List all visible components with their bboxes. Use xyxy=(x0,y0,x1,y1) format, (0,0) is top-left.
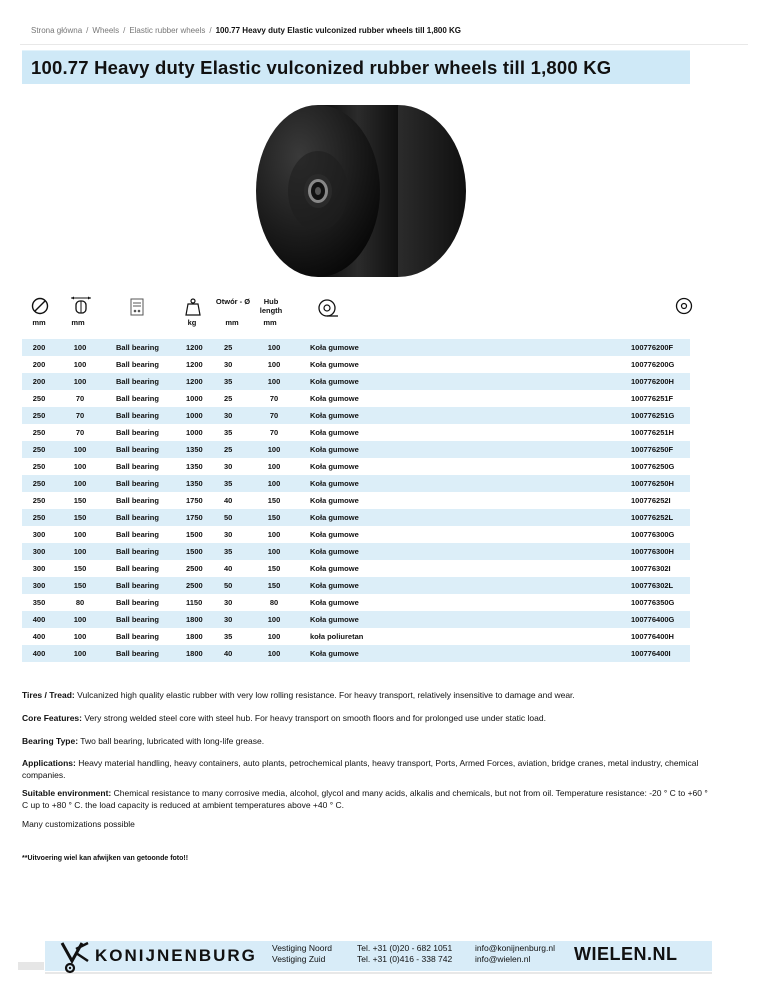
cell-wheel-type: Koła gumowe xyxy=(310,598,359,607)
table-row[interactable] xyxy=(22,424,690,441)
cell-bearing: Ball bearing xyxy=(116,496,159,505)
table-row[interactable] xyxy=(22,458,690,475)
footer-locations xyxy=(272,943,332,965)
cell-wheel-type: Koła gumowe xyxy=(310,445,359,454)
cell-hub-length: 100 xyxy=(267,377,281,386)
cell-load: 1750 xyxy=(186,513,203,522)
cell-wheel-type: Koła gumowe xyxy=(310,343,359,352)
cell-bearing: Ball bearing xyxy=(116,513,159,522)
cell-width: 150 xyxy=(73,564,87,573)
breadcrumb xyxy=(31,26,461,35)
table-row[interactable] xyxy=(22,628,690,645)
cell-article-code: 100776400G xyxy=(631,615,675,624)
cell-hub-length: 100 xyxy=(267,649,281,658)
cell-article-code: 100776300G xyxy=(631,530,675,539)
wielen-logo-text: WIELEN.NL xyxy=(574,944,678,964)
cell-article-code: 100776200F xyxy=(631,343,674,352)
cell-hub-length: 100 xyxy=(267,547,281,556)
cell-diameter: 250 xyxy=(32,479,46,488)
footer-underline xyxy=(45,972,712,974)
cell-width: 70 xyxy=(75,394,85,403)
cell-hub-length: 100 xyxy=(267,530,281,539)
cell-article-code: 100776252I xyxy=(631,496,671,505)
cell-hub-length: 100 xyxy=(267,615,281,624)
unit-width: mm xyxy=(71,318,85,327)
cell-width: 100 xyxy=(73,615,87,624)
cell-hub-length: 70 xyxy=(269,428,279,437)
cell-load: 1200 xyxy=(186,343,203,352)
customizations-note: Many customizations possible xyxy=(22,819,135,829)
bearing-description xyxy=(22,735,712,747)
unit-hub: mm xyxy=(263,318,277,327)
article-code-icon xyxy=(675,297,693,320)
table-row[interactable] xyxy=(22,356,690,373)
cell-bearing: Ball bearing xyxy=(116,394,159,403)
cell-load: 1800 xyxy=(186,632,203,641)
cell-article-code: 100776251F xyxy=(631,394,674,403)
product-table xyxy=(22,339,690,662)
location-south: Vestiging Zuid xyxy=(272,954,326,964)
table-row[interactable] xyxy=(22,645,690,662)
footer-emails xyxy=(475,943,555,965)
cell-hub-length: 80 xyxy=(269,598,279,607)
photo-disclaimer: **Uitvoering wiel kan afwijken van getoonde foto!! xyxy=(22,855,189,862)
cell-wheel-type: Koła gumowe xyxy=(310,360,359,369)
cell-bearing: Ball bearing xyxy=(116,598,159,607)
cell-width: 100 xyxy=(73,530,87,539)
cell-bore: 25 xyxy=(224,394,233,403)
konijnenburg-logo-icon xyxy=(58,941,92,975)
cell-diameter: 250 xyxy=(32,496,46,505)
cell-load: 1750 xyxy=(186,496,203,505)
cell-wheel-type: Koła gumowe xyxy=(310,530,359,539)
cell-width: 70 xyxy=(75,428,85,437)
cell-hub-length: 70 xyxy=(269,411,279,420)
cell-bearing: Ball bearing xyxy=(116,615,159,624)
cell-wheel-type: Koła gumowe xyxy=(310,513,359,522)
cell-diameter: 200 xyxy=(32,360,46,369)
unit-diameter: mm xyxy=(32,318,46,327)
cell-hub-length: 150 xyxy=(267,581,281,590)
cell-hub-length: 100 xyxy=(267,445,281,454)
cell-article-code: 100776250G xyxy=(631,462,675,471)
cell-bore: 50 xyxy=(224,581,233,590)
breadcrumb-separator: / xyxy=(86,26,89,35)
cell-bearing: Ball bearing xyxy=(116,445,159,454)
cell-article-code: 100776250F xyxy=(631,445,674,454)
cell-hub-length: 150 xyxy=(267,496,281,505)
cell-article-code: 100776302I xyxy=(631,564,671,573)
table-row[interactable] xyxy=(22,390,690,407)
cell-bearing: Ball bearing xyxy=(116,479,159,488)
cell-load: 1200 xyxy=(186,360,203,369)
table-row[interactable] xyxy=(22,611,690,628)
cell-hub-length: 100 xyxy=(267,479,281,488)
cell-width: 100 xyxy=(73,632,87,641)
table-row[interactable] xyxy=(22,373,690,390)
cell-diameter: 250 xyxy=(32,462,46,471)
core-label: Core Features: xyxy=(22,713,82,723)
cell-bore: 30 xyxy=(224,615,233,624)
cell-diameter: 300 xyxy=(32,564,46,573)
corner-mark xyxy=(18,962,44,970)
breadcrumb-current: 100.77 Heavy duty Elastic vulconized rubber wheels till 1,800 KG xyxy=(215,26,462,35)
tires-text: Vulcanized high quality elastic rubber with very low rolling resistance. For heavy transport, relatively insensitive to damage and wear. xyxy=(74,690,575,700)
applications-text: Heavy material handling, heavy containers, auto plants, petrochemical plants, heavy transport, Ports, Armed Forces, aviation, bridge cranes, metal industry, chemical companies. xyxy=(22,758,699,780)
cell-bore: 40 xyxy=(224,496,233,505)
cell-load: 1350 xyxy=(186,445,203,454)
cell-article-code: 100776300H xyxy=(631,547,674,556)
cell-bearing: Ball bearing xyxy=(116,581,159,590)
cell-diameter: 300 xyxy=(32,547,46,556)
cell-article-code: 100776251H xyxy=(631,428,674,437)
cell-load: 1800 xyxy=(186,649,203,658)
cell-width: 100 xyxy=(73,377,87,386)
cell-load: 1350 xyxy=(186,479,203,488)
cell-bore: 30 xyxy=(224,360,233,369)
breadcrumb-wheels-link[interactable]: Wheels xyxy=(92,26,120,35)
table-row[interactable] xyxy=(22,577,690,594)
cell-diameter: 400 xyxy=(32,632,46,641)
environment-description xyxy=(22,787,712,811)
table-row[interactable] xyxy=(22,339,690,356)
applications-label: Applications: xyxy=(22,758,76,768)
cell-article-code: 100776200H xyxy=(631,377,674,386)
cell-width: 100 xyxy=(73,445,87,454)
cell-article-code: 100776302L xyxy=(631,581,674,590)
phone-south: Tel. +31 (0)416 - 338 742 xyxy=(357,954,453,964)
cell-bore: 35 xyxy=(224,377,233,386)
cell-bearing: Ball bearing xyxy=(116,547,159,556)
cell-bearing: Ball bearing xyxy=(116,428,159,437)
bore-header: Otwór - Ø xyxy=(215,297,251,306)
cell-bearing: Ball bearing xyxy=(116,649,159,658)
cell-diameter: 250 xyxy=(32,428,46,437)
table-row[interactable] xyxy=(22,441,690,458)
cell-bearing: Ball bearing xyxy=(116,360,159,369)
unit-bore: mm xyxy=(225,318,239,327)
cell-diameter: 250 xyxy=(32,513,46,522)
page-title: 100.77 Heavy duty Elastic vulconized rubber wheels till 1,800 KG xyxy=(31,57,612,78)
cell-wheel-type: Koła gumowe xyxy=(310,479,359,488)
cell-width: 100 xyxy=(73,462,87,471)
cell-article-code: 100776350G xyxy=(631,598,675,607)
cell-bore: 30 xyxy=(224,598,233,607)
cell-bore: 25 xyxy=(224,445,233,454)
cell-bearing: Ball bearing xyxy=(116,462,159,471)
cell-width: 150 xyxy=(73,513,87,522)
table-row[interactable] xyxy=(22,543,690,560)
cell-diameter: 250 xyxy=(32,394,46,403)
cell-load: 1800 xyxy=(186,615,203,624)
cell-bore: 40 xyxy=(224,649,233,658)
applications-description xyxy=(22,757,712,781)
cell-wheel-type: koła poliuretan xyxy=(310,632,364,641)
cell-wheel-type: Koła gumowe xyxy=(310,615,359,624)
cell-article-code: 100776251G xyxy=(631,411,675,420)
bearing-label: Bearing Type: xyxy=(22,736,79,746)
core-text: Very strong welded steel core with steel hub. For heavy transport on smooth floors and for prolonged use under static load. xyxy=(82,713,546,723)
breadcrumb-category-link[interactable]: Elastic rubber wheels xyxy=(129,26,206,35)
cell-wheel-type: Koła gumowe xyxy=(310,564,359,573)
cell-bore: 40 xyxy=(224,564,233,573)
diameter-icon xyxy=(31,297,49,320)
cell-diameter: 200 xyxy=(32,377,46,386)
cell-diameter: 200 xyxy=(32,343,46,352)
email-wielen-link[interactable]: info@wielen.nl xyxy=(475,954,531,964)
cell-wheel-type: Koła gumowe xyxy=(310,377,359,386)
cell-bearing: Ball bearing xyxy=(116,564,159,573)
cell-hub-length: 100 xyxy=(267,343,281,352)
cell-load: 1150 xyxy=(186,598,203,607)
environment-text: Chemical resistance to many corrosive media, alcohol, glycol and many acids, alkalis and chemicals, but not from oil. Temperature resistance: -20 ° C to +60 ° C up to +80 ° C. the load capacity is reduced at ambient temperatures above +40 ° C. xyxy=(22,788,708,810)
footer-banner xyxy=(45,941,712,975)
table-row[interactable] xyxy=(22,526,690,543)
cell-bearing: Ball bearing xyxy=(116,343,159,352)
cell-load: 1200 xyxy=(186,377,203,386)
location-north: Vestiging Noord xyxy=(272,943,333,953)
brand-name: KONIJNENBURG xyxy=(95,946,257,965)
cell-load: 2500 xyxy=(186,564,203,573)
table-row[interactable] xyxy=(22,509,690,526)
core-description xyxy=(22,712,712,724)
cell-wheel-type: Koła gumowe xyxy=(310,411,359,420)
cell-hub-length: 150 xyxy=(267,513,281,522)
wheel-width-icon xyxy=(69,295,93,320)
breadcrumb-separator: / xyxy=(209,26,212,35)
cell-width: 70 xyxy=(75,411,85,420)
cell-diameter: 250 xyxy=(32,445,46,454)
cell-bearing: Ball bearing xyxy=(116,632,159,641)
unit-load: kg xyxy=(187,318,197,327)
cell-diameter: 400 xyxy=(32,649,46,658)
tread-icon xyxy=(317,298,339,323)
cell-load: 1500 xyxy=(186,530,203,539)
cell-hub-length: 100 xyxy=(267,462,281,471)
cell-load: 1000 xyxy=(186,428,203,437)
cell-hub-length: 70 xyxy=(269,394,279,403)
cell-article-code: 100776400I xyxy=(631,649,671,658)
cell-diameter: 300 xyxy=(32,530,46,539)
table-row[interactable] xyxy=(22,594,690,611)
table-row[interactable] xyxy=(22,560,690,577)
cell-bore: 35 xyxy=(224,632,233,641)
footer-phones xyxy=(357,943,452,965)
cell-bearing: Ball bearing xyxy=(116,377,159,386)
cell-bore: 35 xyxy=(224,428,233,437)
breadcrumb-home-link[interactable]: Strona główna xyxy=(31,26,83,35)
title-bar xyxy=(22,50,690,84)
cell-width: 100 xyxy=(73,547,87,556)
table-row[interactable] xyxy=(22,475,690,492)
cell-load: 1000 xyxy=(186,411,203,420)
cell-bore: 25 xyxy=(224,343,233,352)
cell-wheel-type: Koła gumowe xyxy=(310,496,359,505)
cell-bearing: Ball bearing xyxy=(116,411,159,420)
cell-wheel-type: Koła gumowe xyxy=(310,394,359,403)
cell-hub-length: 100 xyxy=(267,632,281,641)
cell-bore: 35 xyxy=(224,479,233,488)
tires-description xyxy=(22,689,712,701)
environment-label: Suitable environment: xyxy=(22,788,112,798)
cell-hub-length: 100 xyxy=(267,360,281,369)
table-row[interactable] xyxy=(22,407,690,424)
cell-bore: 35 xyxy=(224,547,233,556)
cell-wheel-type: Koła gumowe xyxy=(310,428,359,437)
cell-diameter: 300 xyxy=(32,581,46,590)
phone-north: Tel. +31 (0)20 - 682 1051 xyxy=(357,943,453,953)
cell-width: 150 xyxy=(73,581,87,590)
cell-load: 1500 xyxy=(186,547,203,556)
cell-wheel-type: Koła gumowe xyxy=(310,547,359,556)
cell-bearing: Ball bearing xyxy=(116,530,159,539)
cell-bore: 50 xyxy=(224,513,233,522)
product-wheel-image xyxy=(248,95,476,287)
top-divider xyxy=(20,44,748,45)
cell-width: 100 xyxy=(73,479,87,488)
cell-width: 150 xyxy=(73,496,87,505)
bearing-text: Two ball bearing, lubricated with long-life grease. xyxy=(78,736,265,746)
cell-hub-length: 150 xyxy=(267,564,281,573)
cell-wheel-type: Koła gumowe xyxy=(310,581,359,590)
email-konijnenburg-link[interactable]: info@konijnenburg.nl xyxy=(475,943,555,953)
cell-diameter: 250 xyxy=(32,411,46,420)
cell-bore: 30 xyxy=(224,462,233,471)
cell-wheel-type: Koła gumowe xyxy=(310,649,359,658)
cell-width: 100 xyxy=(73,343,87,352)
cell-load: 1350 xyxy=(186,462,203,471)
cell-load: 1000 xyxy=(186,394,203,403)
bearing-icon xyxy=(130,298,144,321)
table-row[interactable] xyxy=(22,492,690,509)
cell-width: 80 xyxy=(75,598,85,607)
cell-width: 100 xyxy=(73,360,87,369)
hub-length-header: Hub length xyxy=(259,297,283,315)
cell-load: 2500 xyxy=(186,581,203,590)
cell-article-code: 100776250H xyxy=(631,479,674,488)
cell-article-code: 100776400H xyxy=(631,632,674,641)
cell-width: 100 xyxy=(73,649,87,658)
breadcrumb-separator: / xyxy=(123,26,126,35)
tires-label: Tires / Tread: xyxy=(22,690,75,700)
cell-diameter: 400 xyxy=(32,615,46,624)
cell-article-code: 100776252L xyxy=(631,513,674,522)
cell-article-code: 100776200G xyxy=(631,360,675,369)
cell-diameter: 350 xyxy=(32,598,46,607)
cell-bore: 30 xyxy=(224,411,233,420)
cell-wheel-type: Koła gumowe xyxy=(310,462,359,471)
cell-bore: 30 xyxy=(224,530,233,539)
